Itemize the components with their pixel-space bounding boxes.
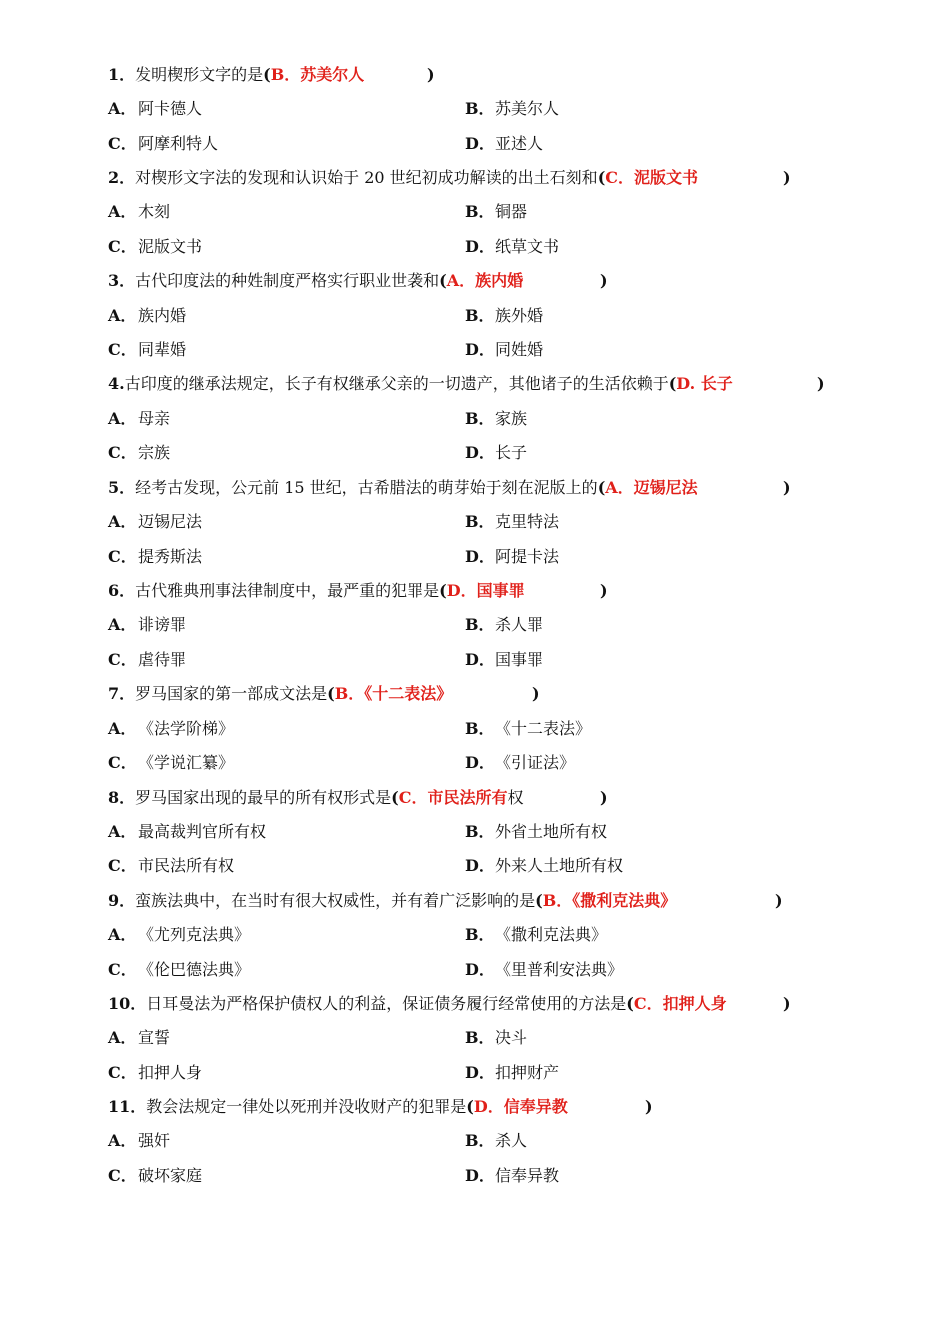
question-number: 10． xyxy=(108,994,147,1013)
option-d xyxy=(465,753,575,773)
paren-close: ) xyxy=(645,1097,653,1116)
question-stem: 古代雅典刑事法律制度中，最严重的犯罪是 xyxy=(135,581,440,600)
paren-close: ) xyxy=(600,581,608,600)
option-letter: B． xyxy=(465,306,495,325)
answer-suffix: 权 xyxy=(507,788,524,807)
option-text: 迈锡尼法 xyxy=(138,512,203,531)
paren-open: ( xyxy=(466,1097,474,1116)
option-letter: C． xyxy=(108,856,137,875)
paren-close: ) xyxy=(600,788,608,807)
option-text: 国事罪 xyxy=(495,650,544,669)
option-text: 扣押人身 xyxy=(138,1063,203,1082)
answer-text: C．市民法所有 xyxy=(398,788,508,807)
paren-close: ) xyxy=(783,168,791,187)
answer-text: B．苏美尔人 xyxy=(270,65,365,84)
question-stem: 教会法规定一律处以死刑并没收财产的犯罪是 xyxy=(146,1097,467,1116)
answer-text: C．扣押人身 xyxy=(633,994,727,1013)
option-text: 家族 xyxy=(495,409,528,428)
paren-open: ( xyxy=(263,65,271,84)
option-text: 克里特法 xyxy=(495,512,560,531)
question-6 xyxy=(108,581,525,601)
option-letter: D． xyxy=(465,134,495,153)
option-a xyxy=(108,925,250,945)
paren-open: ( xyxy=(327,684,335,703)
option-b xyxy=(465,99,559,119)
option-text: 最高裁判官所有权 xyxy=(138,822,267,841)
option-d xyxy=(465,856,623,876)
option-a xyxy=(108,1028,170,1048)
paren-close: ) xyxy=(532,684,540,703)
option-a xyxy=(108,306,186,326)
option-text: 木刻 xyxy=(138,202,171,221)
option-text: 外省土地所有权 xyxy=(495,822,608,841)
question-2 xyxy=(108,168,698,188)
option-b xyxy=(465,1028,527,1048)
option-text: 《撒利克法典》 xyxy=(495,925,608,944)
option-d xyxy=(465,134,543,154)
option-b xyxy=(465,822,607,842)
option-text: 阿提卡法 xyxy=(495,547,560,566)
option-text: 长子 xyxy=(495,443,528,462)
option-b xyxy=(465,719,591,739)
answer-text: A．迈锡尼法 xyxy=(605,478,698,497)
option-c xyxy=(108,547,202,567)
option-text: 同辈婚 xyxy=(138,340,187,359)
question-11 xyxy=(108,1097,568,1117)
option-letter: B． xyxy=(465,202,495,221)
paren-close: ) xyxy=(775,891,783,910)
option-text: 阿摩利特人 xyxy=(138,134,219,153)
option-text: 《法学阶梯》 xyxy=(138,719,235,738)
question-stem: 罗马国家出现的最早的所有权形式是 xyxy=(135,788,392,807)
option-c xyxy=(108,237,202,257)
option-text: 杀人 xyxy=(495,1131,528,1150)
answer-text: D. 长子 xyxy=(676,374,733,393)
question-number: 1． xyxy=(108,65,136,84)
option-c xyxy=(108,1166,202,1186)
option-letter: D． xyxy=(465,1063,495,1082)
question-8 xyxy=(108,788,524,808)
option-letter: A． xyxy=(108,409,137,428)
option-d xyxy=(465,237,559,257)
option-text: 同姓婚 xyxy=(495,340,544,359)
option-text: 《学说汇纂》 xyxy=(138,753,235,772)
option-b xyxy=(465,512,559,532)
option-letter: B． xyxy=(465,719,495,738)
option-text: 《十二表法》 xyxy=(495,719,592,738)
question-stem: 蛮族法典中，在当时有很大权威性，并有着广泛影响的是 xyxy=(135,891,536,910)
option-b xyxy=(465,1131,527,1151)
option-text: 宗族 xyxy=(138,443,171,462)
option-text: 提秀斯法 xyxy=(138,547,203,566)
paren-close: ) xyxy=(783,994,791,1013)
question-5 xyxy=(108,478,698,498)
option-text: 泥版文书 xyxy=(138,237,203,256)
option-letter: C． xyxy=(108,547,137,566)
option-b xyxy=(465,615,543,635)
option-d xyxy=(465,443,527,463)
option-a xyxy=(108,615,186,635)
question-9 xyxy=(108,891,676,911)
option-text: 杀人罪 xyxy=(495,615,544,634)
option-letter: B． xyxy=(465,99,495,118)
question-4 xyxy=(108,374,733,394)
option-letter: A． xyxy=(108,822,137,841)
question-number: 6． xyxy=(108,581,136,600)
option-letter: C． xyxy=(108,650,137,669)
option-d xyxy=(465,547,559,567)
option-text: 决斗 xyxy=(495,1028,528,1047)
option-letter: D． xyxy=(465,443,495,462)
option-a xyxy=(108,1131,170,1151)
option-letter: B． xyxy=(465,512,495,531)
question-stem: 古印度的继承法规定，长子有权继承父亲的一切遗产，其他诸子的生活依赖于 xyxy=(124,374,669,393)
paren-close: ) xyxy=(783,478,791,497)
option-letter: D． xyxy=(465,1166,495,1185)
question-number: 3． xyxy=(108,271,136,290)
option-letter: D． xyxy=(465,856,495,875)
question-number: 4. xyxy=(108,374,125,393)
option-c xyxy=(108,134,218,154)
option-b xyxy=(465,925,607,945)
option-letter: C． xyxy=(108,443,137,462)
answer-text: B．《十二表法》 xyxy=(334,684,453,703)
option-b xyxy=(465,306,543,326)
option-text: 《里普利安法典》 xyxy=(495,960,624,979)
option-letter: A． xyxy=(108,512,137,531)
option-b xyxy=(465,202,527,222)
option-letter: C． xyxy=(108,237,137,256)
question-stem: 发明楔形文字的是 xyxy=(135,65,264,84)
option-a xyxy=(108,822,266,842)
option-text: 强奸 xyxy=(138,1131,171,1150)
question-number: 2． xyxy=(108,168,136,187)
option-text: 虐待罪 xyxy=(138,650,187,669)
option-letter: B． xyxy=(465,1028,495,1047)
option-text: 信奉异教 xyxy=(495,1166,560,1185)
option-a xyxy=(108,719,234,739)
option-text: 《伦巴德法典》 xyxy=(138,960,251,979)
paren-close: ) xyxy=(427,65,435,84)
paren-open: ( xyxy=(597,478,606,497)
paren-close: ) xyxy=(600,271,608,290)
option-text: 市民法所有权 xyxy=(138,856,235,875)
question-number: 8． xyxy=(108,788,136,807)
answer-text: D．信奉异教 xyxy=(473,1097,568,1116)
option-letter: C． xyxy=(108,753,137,772)
option-text: 亚述人 xyxy=(495,134,544,153)
option-c xyxy=(108,340,186,360)
option-a xyxy=(108,512,202,532)
option-letter: D． xyxy=(465,650,495,669)
paren-open: ( xyxy=(535,891,543,910)
option-letter: C． xyxy=(108,1166,137,1185)
question-1 xyxy=(108,65,364,85)
option-text: 诽谤罪 xyxy=(138,615,187,634)
option-text: 《尤列克法典》 xyxy=(138,925,251,944)
option-text: 阿卡德人 xyxy=(138,99,203,118)
option-letter: A． xyxy=(108,719,137,738)
option-text: 母亲 xyxy=(138,409,171,428)
answer-text: D．国事罪 xyxy=(446,581,525,600)
option-letter: C． xyxy=(108,134,137,153)
option-d xyxy=(465,1166,559,1186)
paren-open: ( xyxy=(668,374,677,393)
question-number: 11． xyxy=(108,1097,147,1116)
option-letter: D． xyxy=(465,237,495,256)
option-c xyxy=(108,1063,202,1083)
option-c xyxy=(108,856,234,876)
option-text: 族外婚 xyxy=(495,306,544,325)
option-letter: C． xyxy=(108,960,137,979)
option-d xyxy=(465,340,543,360)
paren-open: ( xyxy=(626,994,634,1013)
option-letter: C． xyxy=(108,1063,137,1082)
question-number: 5． xyxy=(108,478,136,497)
option-letter: B． xyxy=(465,925,495,944)
option-text: 宣誓 xyxy=(138,1028,171,1047)
question-stem: 经考古发现，公元前 15 世纪，古希腊法的萌芽始于刻在泥版上的 xyxy=(135,478,598,497)
paren-open: ( xyxy=(439,581,447,600)
question-number: 9． xyxy=(108,891,136,910)
option-letter: D． xyxy=(465,547,495,566)
option-c xyxy=(108,960,250,980)
option-letter: D． xyxy=(465,753,495,772)
paren-open: ( xyxy=(391,788,399,807)
option-b xyxy=(465,409,527,429)
option-letter: B． xyxy=(465,615,495,634)
option-text: 《引证法》 xyxy=(495,753,576,772)
answer-text: A．族内婚 xyxy=(446,271,524,290)
answer-text: C．泥版文书 xyxy=(605,168,699,187)
question-7 xyxy=(108,684,452,704)
option-d xyxy=(465,1063,559,1083)
option-a xyxy=(108,409,170,429)
question-stem: 对楔形文字法的发现和认识始于 20 世纪初成功解读的出土石刻和 xyxy=(135,168,598,187)
option-c xyxy=(108,443,170,463)
option-a xyxy=(108,202,170,222)
option-text: 外来人土地所有权 xyxy=(495,856,624,875)
option-text: 族内婚 xyxy=(138,306,187,325)
answer-text: B．《撒利克法典》 xyxy=(542,891,677,910)
option-d xyxy=(465,650,543,670)
option-text: 扣押财产 xyxy=(495,1063,560,1082)
option-text: 铜器 xyxy=(495,202,528,221)
option-letter: A． xyxy=(108,925,137,944)
option-a xyxy=(108,99,202,119)
question-3 xyxy=(108,271,523,291)
paren-open: ( xyxy=(597,168,606,187)
option-c xyxy=(108,753,234,773)
question-stem: 古代印度法的种姓制度严格实行职业世袭和 xyxy=(135,271,440,290)
paren-close: ) xyxy=(817,374,825,393)
option-text: 破坏家庭 xyxy=(138,1166,203,1185)
option-letter: B． xyxy=(465,409,495,428)
option-letter: A． xyxy=(108,615,137,634)
option-letter: D． xyxy=(465,340,495,359)
option-text: 苏美尔人 xyxy=(495,99,560,118)
question-10 xyxy=(108,994,727,1014)
option-letter: B． xyxy=(465,1131,495,1150)
question-stem: 日耳曼法为严格保护债权人的利益，保证债务履行经常使用的方法是 xyxy=(146,994,627,1013)
question-number: 7． xyxy=(108,684,136,703)
option-letter: C． xyxy=(108,340,137,359)
option-letter: A． xyxy=(108,1131,137,1150)
option-letter: A． xyxy=(108,202,137,221)
option-text: 纸草文书 xyxy=(495,237,560,256)
paren-open: ( xyxy=(439,271,447,290)
option-letter: B． xyxy=(465,822,495,841)
option-d xyxy=(465,960,623,980)
question-stem: 罗马国家的第一部成文法是 xyxy=(135,684,328,703)
option-letter: A． xyxy=(108,99,137,118)
option-letter: A． xyxy=(108,1028,137,1047)
option-letter: A． xyxy=(108,306,137,325)
option-letter: D． xyxy=(465,960,495,979)
option-c xyxy=(108,650,186,670)
